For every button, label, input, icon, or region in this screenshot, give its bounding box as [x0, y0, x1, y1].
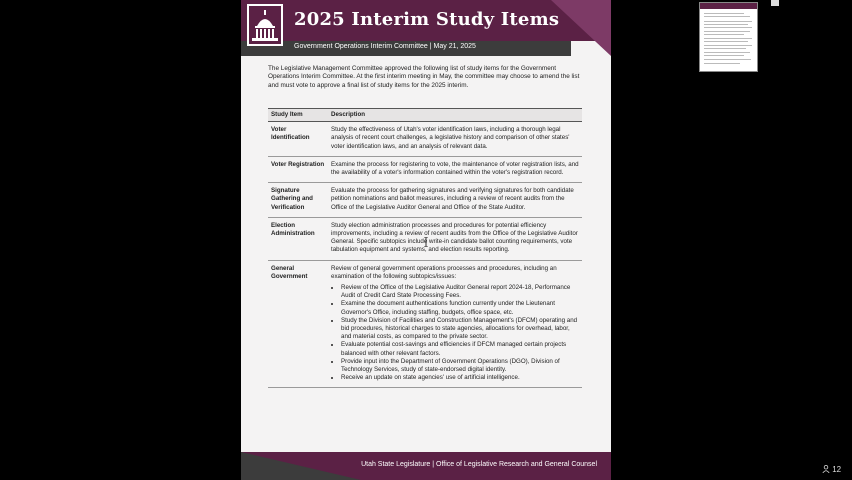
footer-text: Utah State Legislature | Office of Legislative Research and General Counsel [361, 461, 597, 468]
intro-paragraph: The Legislative Management Committee approved the following list of study items for the Government Operations Interim Committee. At the first interim meeting in May, the committee may choose to amend the list and must vote to approve a final list of study items for the 2025 interim. [268, 65, 580, 89]
person-icon [822, 465, 830, 473]
study-item-description: Examine the process for registering to vote, the maintenance of voter registration lists, and the availability of a voter's information contained within the voter's registration record. [328, 156, 582, 182]
list-item: • Provide input into the Department of Government Operations (DGO), Division of Technology Services, study of state-endorsed digital identity. [341, 358, 579, 374]
study-item-name: General Government [268, 260, 328, 388]
footer-banner [241, 452, 611, 480]
study-item-description: Review of general government operations processes and procedures, including an examination of the following subtopics/issues: [331, 264, 557, 280]
page-thumbnail[interactable] [699, 2, 758, 72]
table-row [268, 156, 582, 182]
list-item: • Evaluate potential cost-savings and efficiencies if DFCM managed certain projects balanced with other relevant factors. [341, 341, 579, 357]
list-item: • Study the Division of Facilities and Construction Management's (DFCM) operating and bid procedures, historical charges to state agencies, allocations for overhead, labor, and material costs, as compared to the private sector. [341, 317, 579, 342]
mini-window-control[interactable] [771, 0, 779, 6]
list-item: • Receive an update on state agencies' use of artificial intelligence. [341, 374, 579, 382]
study-item-description: Study the effectiveness of Utah's voter identification laws, including a thorough legal analysis of recent court challenges, a legislative history and comparison of other states' voter identification laws, and an analysis of relevant data. [328, 122, 582, 157]
study-item-description-cell [328, 260, 582, 388]
study-item-name: Election Administration [268, 217, 328, 260]
column-header-description: Description [328, 109, 582, 122]
study-item-name: Voter Identification [268, 122, 328, 157]
column-header-study-item: Study Item [268, 109, 328, 122]
table-row [268, 122, 582, 157]
study-item-name: Signature Gathering and Verification [268, 183, 328, 218]
participants-indicator[interactable] [822, 465, 841, 474]
page-title: 2025 Interim Study Items [294, 9, 560, 30]
study-item-description: Study election administration processes and procedures for potential efficiency improvements, including a review of recent audits from the Office of the Legislative Auditor General. Specific subtopics include write-in candidate ballot counting requirements, vote tabulation equipment and systems, and election results reporting. [328, 217, 582, 260]
subtopic-list [331, 284, 579, 382]
list-item: • Review of the Office of the Legislative Auditor General report 2024-18, Performance Audit of Credit Card State Processing Fees. [341, 284, 579, 300]
text-cursor-icon [423, 237, 429, 247]
page-subtitle: Government Operations Interim Committee | May 21, 2025 [294, 43, 476, 50]
table-row [268, 260, 582, 388]
study-item-description: Evaluate the process for gathering signatures and verifying signatures for both candidate petition nominations and ballot measures, including a review of recent audits from the Office of the Legislative Auditor General and Office of the State Auditor. [328, 183, 582, 218]
study-item-name: Voter Registration [268, 156, 328, 182]
study-items-table [268, 108, 582, 388]
participants-count: 12 [832, 465, 842, 474]
table-row [268, 183, 582, 218]
capitol-logo-icon [247, 4, 283, 46]
header-banner [241, 0, 611, 56]
list-item: • Examine the document authentications function currently under the Lieutenant Governor's Office, including staffing, budgets, office space, etc. [341, 300, 579, 316]
